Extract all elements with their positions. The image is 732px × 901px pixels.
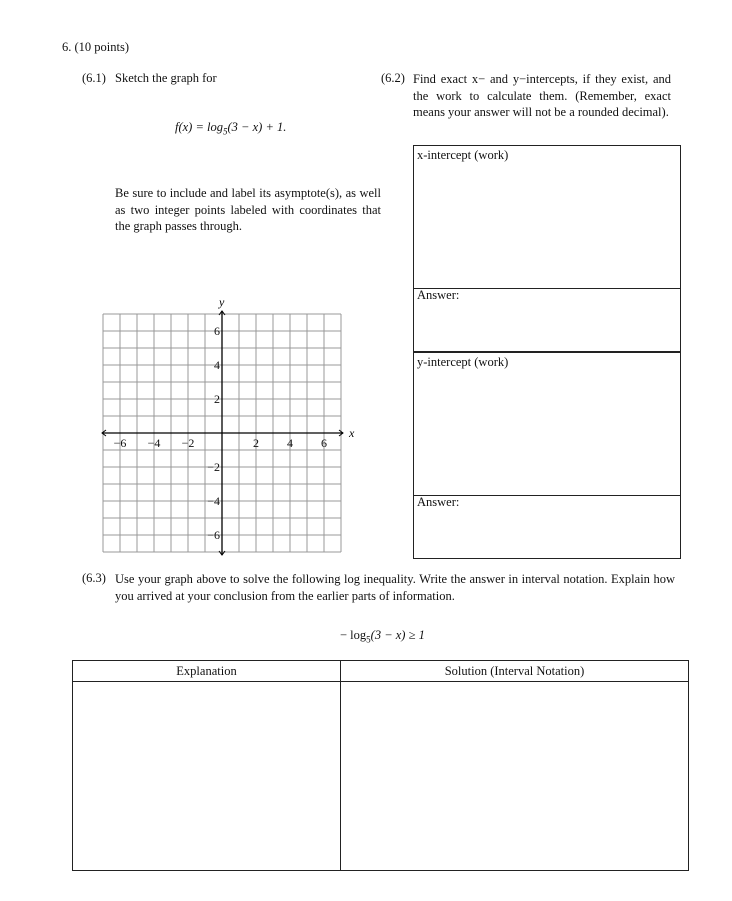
y-tick-label: 6 [214,324,220,338]
y-tick-label: −6 [207,528,220,542]
x-tick-label: −4 [147,436,161,450]
x-tick-label: 2 [253,436,259,450]
x-tick-label: 4 [287,436,293,450]
y-tick-label: 4 [214,358,220,372]
x-answer-label: Answer: [417,288,460,302]
answer-table [72,660,689,871]
coordinate-grid[interactable] [90,290,360,560]
part3-label: (6.3) [82,571,106,585]
y-tick-label: 2 [214,392,220,406]
explanation-cell[interactable] [73,682,341,871]
x-intercept-title: x-intercept (work) [417,148,509,162]
x-tick-label: 6 [321,436,327,450]
x-intercept-box[interactable] [413,145,681,352]
function-formula: $f(x) = \log_5(3 - x) + 1$. [175,120,287,137]
solution-cell[interactable] [341,682,689,871]
part3-prompt: Use your graph above to solve the following log inequality. Write the answer in interval notation. Explain how you arrived at your conclusion from the earlier parts of information. [115,572,675,603]
inequality: − $\log_5(3 - x) \ge 1$ [340,628,425,645]
problem-number: 6. [62,40,72,54]
part2-prompt: Find exact x− and y−intercepts, if they exist, and the work to calculate them. (Remember, exact means your answer will not be a rounded decimal). [413,72,671,119]
part1-label: (6.1) [82,71,106,85]
y-answer-label: Answer: [417,495,460,509]
x-axis-label: x [349,426,355,440]
x-tick-label: −6 [113,436,127,450]
y-tick-label: −4 [207,494,220,508]
col-solution: Solution (Interval Notation) [341,661,689,682]
x-tick-label: −2 [181,436,195,450]
col-explanation: Explanation [73,661,341,682]
problem-points: (10 points) [74,40,130,54]
y-tick-label: −2 [207,460,220,474]
part1-instructions: Be sure to include and label its asymptote(s), as well as two integer points labeled with coordinates that the graph passes through. [115,186,381,233]
y-axis-label: y [219,295,225,309]
y-intercept-title: y-intercept (work) [417,355,509,369]
part1-prompt: Sketch the graph for [115,71,217,85]
part2-label: (6.2) [381,71,405,85]
problem-header [62,40,129,55]
y-intercept-box[interactable] [413,352,681,559]
